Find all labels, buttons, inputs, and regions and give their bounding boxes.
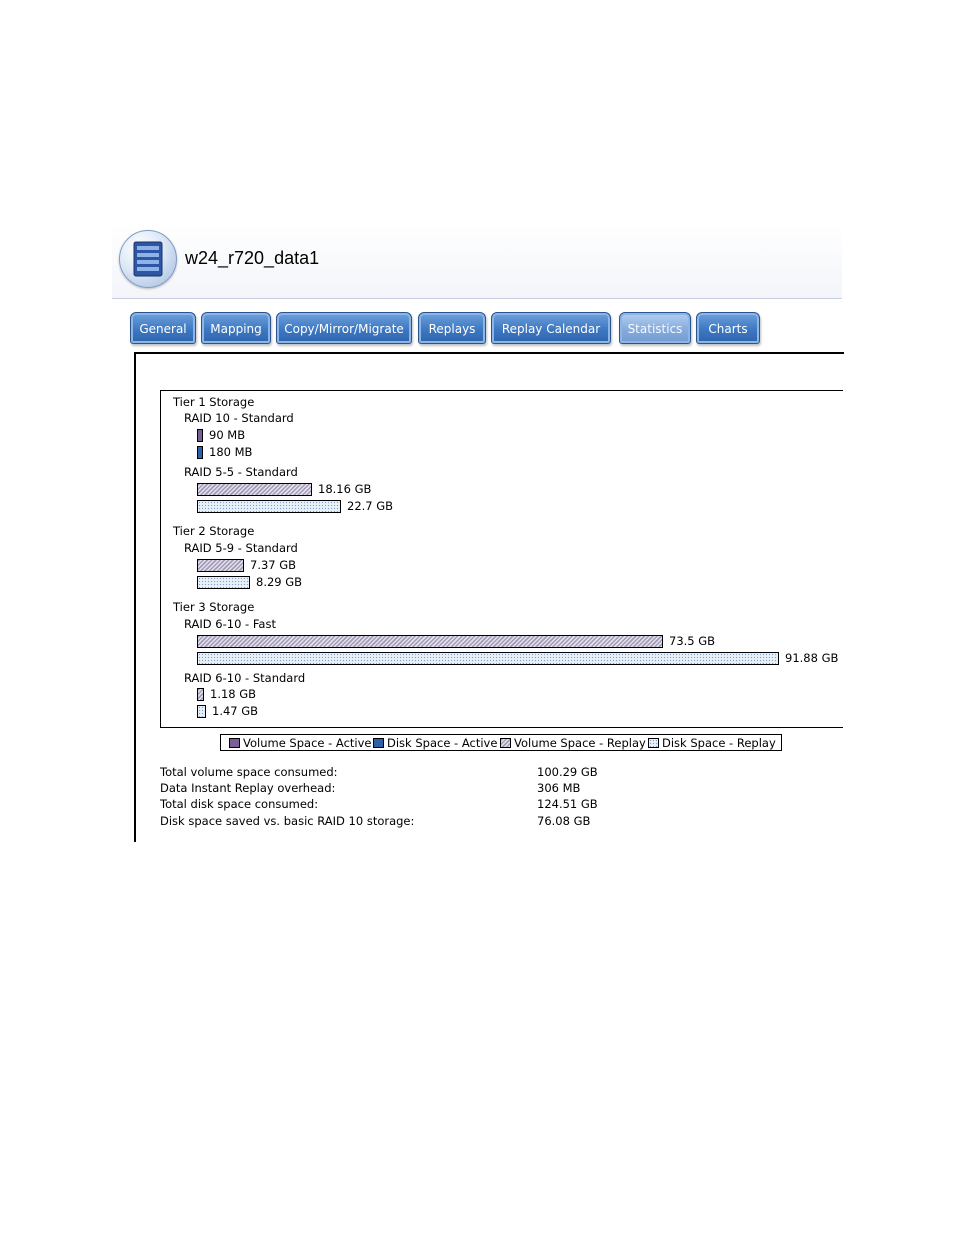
chart-bar — [197, 652, 779, 665]
tier-label: Tier 3 Storage — [173, 600, 255, 614]
chart-bar — [197, 500, 341, 513]
legend-swatch — [648, 738, 659, 748]
bar-value-label: 73.5 GB — [669, 634, 716, 648]
chart-bar — [197, 483, 312, 496]
tier-label: Tier 1 Storage — [173, 395, 255, 409]
summary-label: Data Instant Replay overhead: — [160, 781, 336, 795]
legend-label: Disk Space - Replay — [662, 736, 776, 750]
bar-value-label: 7.37 GB — [250, 558, 297, 572]
storage-chart — [160, 390, 843, 728]
raid-label: RAID 6-10 - Standard — [184, 671, 306, 685]
summary-label: Total disk space consumed: — [160, 797, 319, 811]
summary-value: 100.29 GB — [537, 765, 598, 779]
page-title: w24_r720_data1 — [185, 248, 320, 268]
bar-value-label: 18.16 GB — [318, 482, 372, 496]
chart-bar — [197, 559, 244, 572]
chart-bar — [197, 705, 206, 718]
raid-label: RAID 5-5 - Standard — [184, 465, 298, 479]
tab-charts[interactable]: Charts — [696, 312, 760, 344]
tab-copy-mirror-migrate[interactable]: Copy/Mirror/Migrate — [276, 312, 412, 344]
chart-legend — [220, 734, 782, 751]
chart-bar — [197, 576, 250, 589]
bar-value-label: 22.7 GB — [347, 499, 394, 513]
raid-label: RAID 5-9 - Standard — [184, 541, 298, 555]
legend-label: Volume Space - Active — [243, 736, 372, 750]
raid-label: RAID 6-10 - Fast — [184, 617, 276, 631]
chart-bar — [197, 688, 204, 701]
legend-swatch — [229, 738, 240, 748]
chart-bar — [197, 446, 203, 459]
legend-swatch — [373, 738, 384, 748]
summary-value: 306 MB — [537, 781, 581, 795]
legend-swatch — [500, 738, 511, 748]
summary-label: Total volume space consumed: — [160, 765, 338, 779]
chart-bar — [197, 429, 203, 442]
bar-value-label: 91.88 GB — [785, 651, 839, 665]
tab-mapping[interactable]: Mapping — [201, 312, 271, 344]
bar-value-label: 8.29 GB — [256, 575, 303, 589]
legend-label: Disk Space - Active — [387, 736, 498, 750]
raid-label: RAID 10 - Standard — [184, 411, 294, 425]
tier-label: Tier 2 Storage — [173, 524, 255, 538]
tab-replay-calendar[interactable]: Replay Calendar — [491, 312, 611, 344]
volume-window — [112, 224, 842, 840]
volume-header — [112, 224, 842, 299]
tab-general[interactable]: General — [130, 312, 196, 344]
summary-value: 76.08 GB — [537, 814, 591, 828]
bar-value-label: 90 MB — [209, 428, 246, 442]
bar-value-label: 1.47 GB — [212, 704, 259, 718]
tab-statistics[interactable]: Statistics — [619, 312, 691, 344]
summary-label: Disk space saved vs. basic RAID 10 storage: — [160, 814, 415, 828]
tab-replays[interactable]: Replays — [418, 312, 486, 344]
volume-icon — [119, 230, 177, 288]
bar-value-label: 180 MB — [209, 445, 253, 459]
bar-value-label: 1.18 GB — [210, 687, 257, 701]
summary-value: 124.51 GB — [537, 797, 598, 811]
legend-label: Volume Space - Replay — [514, 736, 646, 750]
chart-bar — [197, 635, 663, 648]
